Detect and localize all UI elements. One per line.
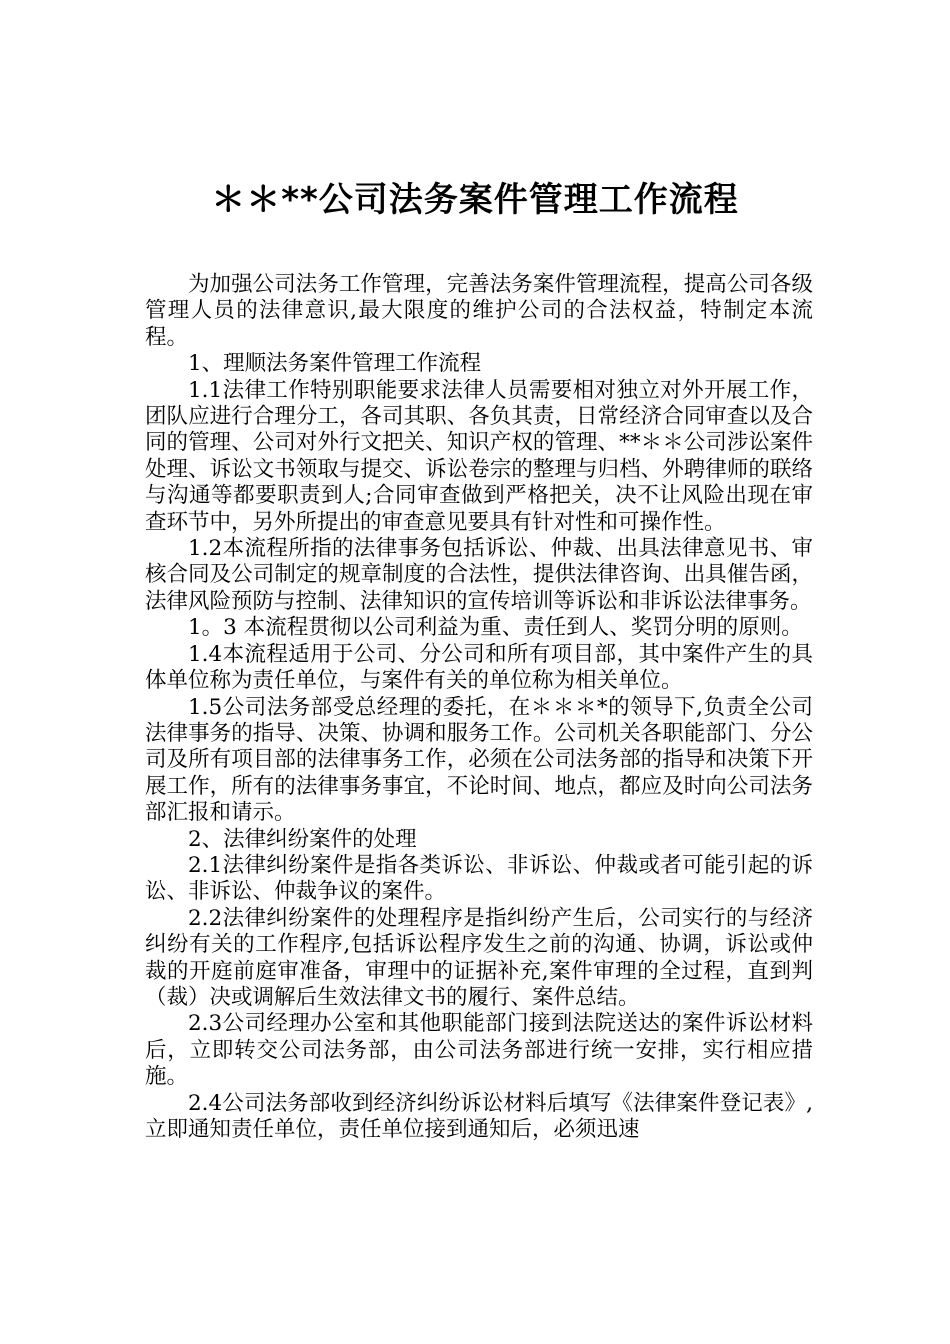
document-body <box>145 272 813 1143</box>
paragraph-1-3: 1。3 本流程贯彻以公司利益为重、责任到人、奖罚分明的原则。 <box>188 615 803 641</box>
section-heading-1: 1、理顺法务案件管理工作流程 <box>188 351 482 377</box>
paragraph-1-5: 1.5公司法务部受总经理的委托，在＊＊＊*的领导下,负责全公司法律事务的指导、决策、协调和服务工作。公司机关各职能部门、分公司及所有项目部的法律事务工作，必须在公司法务部的指导和决策下开展工作，所有的法律事务事宜，不论时间、地点，都应及时向公司法务部汇报和请示。 <box>145 694 813 826</box>
document-title: ＊＊**公司法务案件管理工作流程 <box>211 180 739 220</box>
paragraph-2-4: 2.4公司法务部收到经济纠纷诉讼材料后填写《法律案件登记表》,立即通知责任单位，责任单位接到通知后，必须迅速 <box>145 1090 813 1142</box>
section-heading-2: 2、法律纠纷案件的处理 <box>188 826 417 852</box>
paragraph-2-1: 2.1法律纠纷案件是指各类诉讼、非诉讼、仲裁或者可能引起的诉讼、非诉讼、仲裁争议的案件。 <box>145 852 813 905</box>
paragraph-2-2: 2.2法律纠纷案件的处理程序是指纠纷产生后，公司实行的与经济纠纷有关的工作程序,包括诉讼程序发生之前的沟通、协调，诉讼或仲裁的开庭前庭审准备，审理中的证据补充,案件审理的全过程，直到判（裁）决或调解后生效法律文书的履行、案件总结。 <box>145 905 813 1010</box>
paragraph-1-4: 1.4本流程适用于公司、分公司和所有项目部，其中案件产生的具体单位称为责任单位，与案件有关的单位称为相关单位。 <box>145 641 813 694</box>
paragraph-2-3: 2.3公司经理办公室和其他职能部门接到法院送达的案件诉讼材料后，立即转交公司法务部，由公司法务部进行统一安排，实行相应措施。 <box>145 1011 813 1090</box>
paragraph-1-2: 1.2本流程所指的法律事务包括诉讼、仲裁、出具法律意见书、审核合同及公司制定的规章制度的合法性，提供法律咨询、出具催告函，法律风险预防与控制、法律知识的宣传培训等诉讼和非诉讼法律事务。 <box>145 536 813 614</box>
paragraph-intro: 为加强公司法务工作管理，完善法务案件管理流程，提高公司各级管理人员的法律意识,最大限度的维护公司的合法权益，特制定本流程。 <box>145 272 813 350</box>
paragraph-1-1: 1.1法律工作特别职能要求法律人员需要相对独立对外开展工作，团队应进行合理分工，各司其职、各负其责，日常经济合同审查以及合同的管理、公司对外行文把关、知识产权的管理、**＊＊公司涉讼案件处理、诉讼文书领取与提交、诉讼卷宗的整理与归档、外聘律师的联络与沟通等都要职责到人;合同审查做到严格把关，决不让风险出现在审查环节中，另外所提出的审查意见要具有针对性和可操作性。 <box>145 377 813 535</box>
